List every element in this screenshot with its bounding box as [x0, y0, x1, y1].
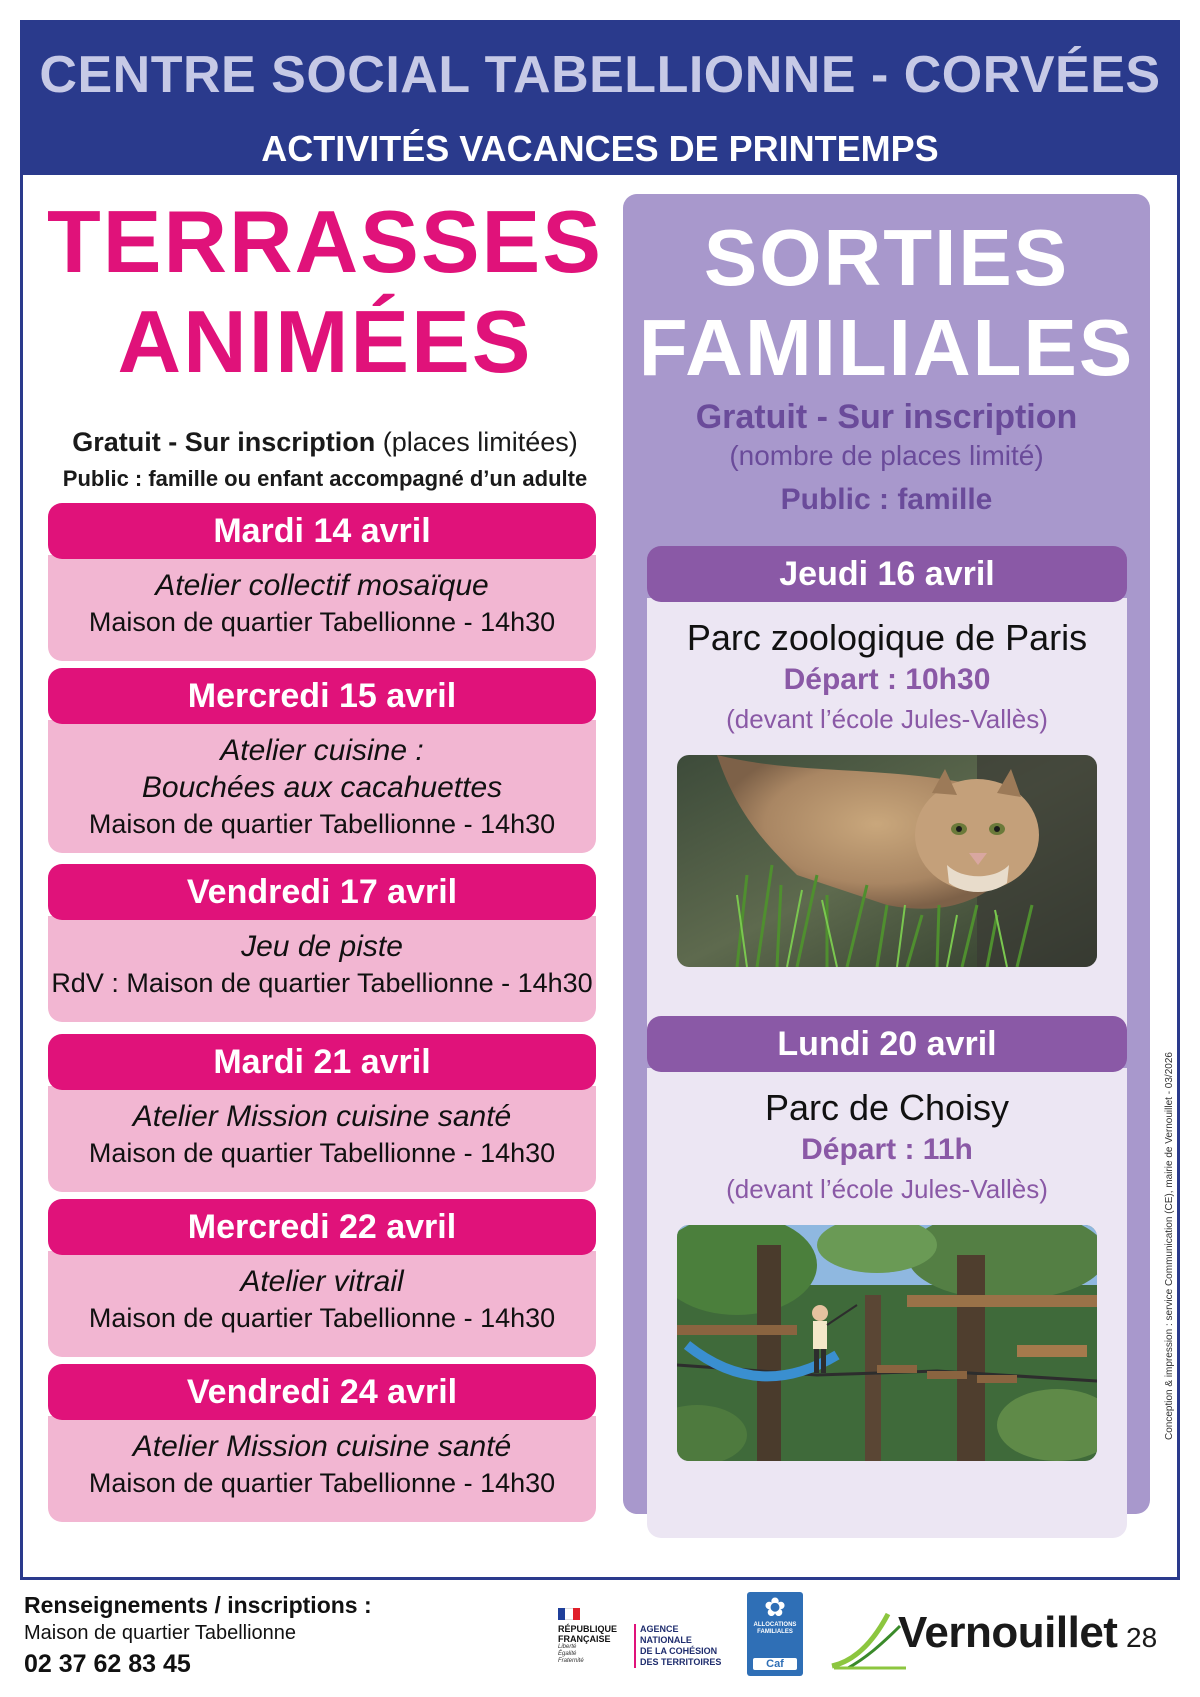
outing-body: [647, 598, 1127, 1046]
event-activity: Atelier Mission cuisine santé: [132, 1100, 512, 1133]
event-activity: Atelier collectif mosaïque: [155, 569, 489, 602]
event-card: [48, 668, 596, 853]
design-credit-text: Conception & impression : service Communication (CE), mairie de Vernouillet - 03/2026: [1164, 1052, 1175, 1440]
vernouillet-department: 28: [1126, 1622, 1158, 1653]
outing-place: Parc zoologique de Paris: [686, 617, 1088, 658]
caf-flower-icon: ✿: [764, 1592, 786, 1622]
anct-logo: AGENCE NATIONALE DE LA COHÉSION DES TERRITOIRES: [634, 1624, 724, 1668]
sorties-limited-info: (nombre de places limité): [729, 440, 1044, 471]
terrasses-public-info: Public : famille ou enfant accompagné d’un adulte: [62, 466, 588, 491]
sorties-title-line1: SORTIES: [703, 213, 1070, 302]
vernouillet-logo: [830, 1608, 1170, 1670]
sorties-public-info: Public : famille: [780, 483, 993, 516]
outing-body: [647, 1068, 1127, 1538]
outing-departure: Départ : 10h30: [783, 663, 991, 696]
event-date: Mardi 21 avril: [48, 1034, 596, 1090]
event-body: [48, 1086, 596, 1192]
outing-card: [647, 546, 1127, 1046]
treetop-adventure-photo: [677, 1225, 1097, 1461]
caf-logo: ✿ ALLOCATIONS FAMILIALES Caf: [747, 1592, 803, 1676]
poster-subtitle: ACTIVITÉS VACANCES DE PRINTEMPS: [261, 128, 939, 169]
poster-title: CENTRE SOCIAL TABELLIONNE - CORVÉES: [39, 46, 1161, 104]
event-activity: Atelier vitrail: [240, 1265, 404, 1298]
outing-card: [647, 1016, 1127, 1538]
outing-date: Lundi 20 avril: [647, 1016, 1127, 1072]
terrasses-free-label: Gratuit - Sur inscription: [72, 427, 376, 457]
event-card: [48, 864, 596, 1022]
contact-phone: 02 37 62 83 45: [24, 1650, 191, 1678]
event-place: Maison de quartier Tabellionne - 14h30: [88, 1303, 556, 1333]
event-place: Maison de quartier Tabellionne - 14h30: [88, 1468, 556, 1498]
event-date: Mercredi 22 avril: [48, 1199, 596, 1255]
terrasses-registration-info: [40, 427, 610, 458]
event-activity: Atelier Mission cuisine santé: [132, 1430, 512, 1463]
event-date: Vendredi 24 avril: [48, 1364, 596, 1420]
republique-francaise-logo: RÉPUBLIQUE FRANÇAISE Liberté Égalité Fraternité: [558, 1608, 628, 1668]
design-credit: [1152, 1020, 1175, 1440]
event-card: [48, 1364, 596, 1522]
event-place: RdV : Maison de quartier Tabellionne - 14h30: [51, 968, 593, 998]
contact-place: Maison de quartier Tabellionne: [24, 1622, 297, 1644]
event-date: Mardi 14 avril: [48, 503, 596, 559]
event-date: Mercredi 15 avril: [48, 668, 596, 724]
outing-departure: Départ : 11h: [801, 1133, 973, 1166]
event-card: [48, 503, 596, 661]
event-body: [48, 1416, 596, 1522]
vernouillet-wordmark: Vernouillet: [898, 1608, 1118, 1657]
event-card: [48, 1034, 596, 1192]
terrasses-title-line1: TERRASSES: [47, 192, 603, 291]
outing-meeting-point: (devant l’école Jules-Vallès): [726, 1174, 1048, 1204]
outing-date: Jeudi 16 avril: [647, 546, 1127, 602]
event-place: Maison de quartier Tabellionne - 14h30: [88, 1138, 556, 1168]
outing-place: Parc de Choisy: [764, 1087, 1010, 1128]
french-flag-icon: [558, 1608, 580, 1620]
event-place: Maison de quartier Tabellionne - 14h30: [88, 809, 556, 839]
header-banner: [20, 20, 1180, 175]
event-activity: Jeu de piste: [241, 930, 403, 963]
event-card: [48, 1199, 596, 1357]
event-body: [48, 720, 596, 853]
puma-photo: [677, 755, 1097, 967]
sorties-registration-info: Gratuit - Sur inscription: [695, 398, 1078, 436]
event-date: Vendredi 17 avril: [48, 864, 596, 920]
event-body: [48, 916, 596, 1022]
terrasses-title-line2: ANIMÉES: [117, 292, 533, 391]
terrasses-limited-label: (places limitées): [375, 427, 578, 457]
event-activity: Bouchées aux cacahuettes: [141, 771, 503, 804]
outing-meeting-point: (devant l’école Jules-Vallès): [726, 704, 1048, 734]
contact-label: Renseignements / inscriptions :: [24, 1592, 372, 1618]
event-body: [48, 555, 596, 661]
sorties-title-line2: FAMILIALES: [638, 303, 1135, 392]
event-activity: Atelier cuisine :: [220, 734, 424, 767]
event-place: Maison de quartier Tabellionne - 14h30: [88, 607, 556, 637]
event-body: [48, 1251, 596, 1357]
